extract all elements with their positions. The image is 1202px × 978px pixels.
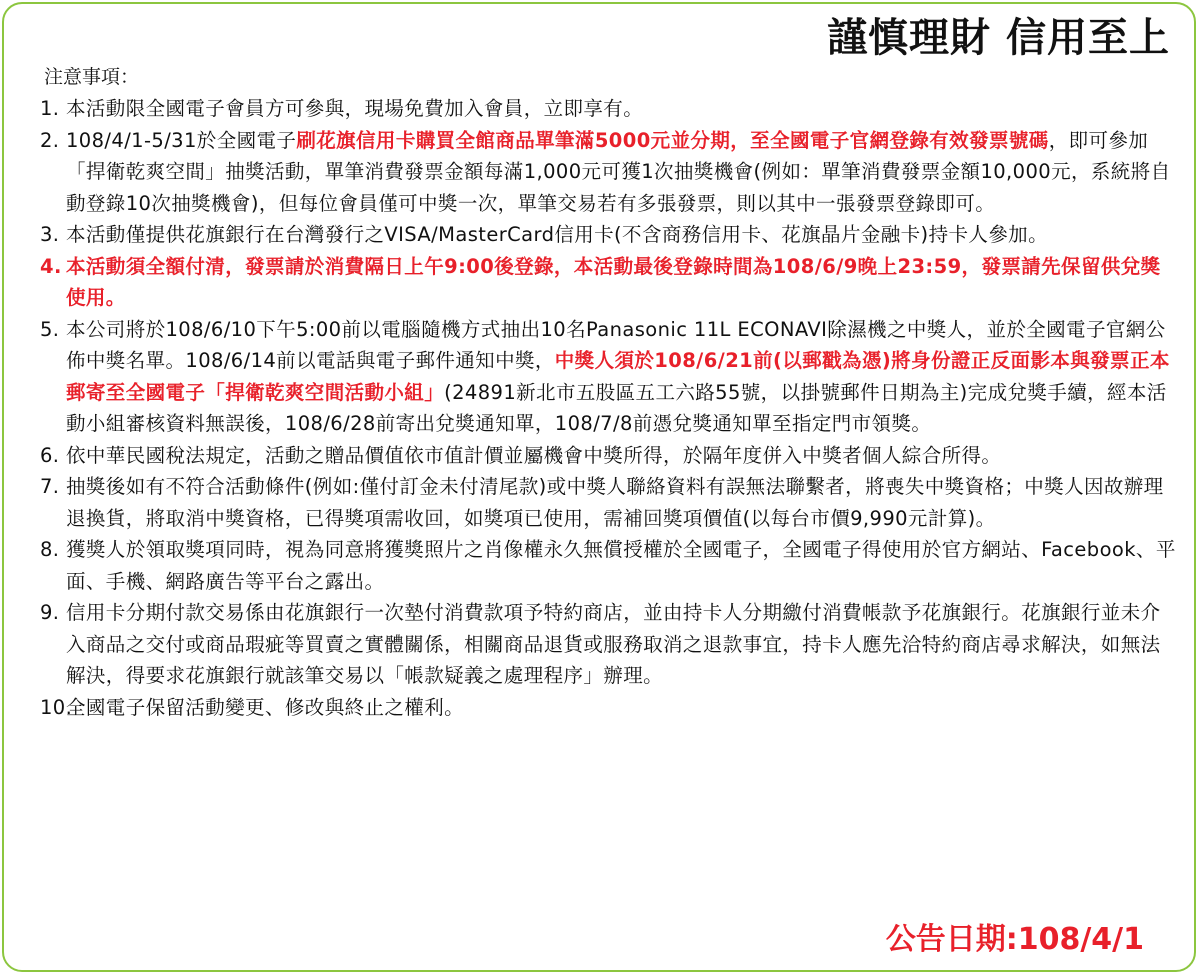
term-number: 6. xyxy=(40,443,60,467)
term-text: 獲獎人於領取獎項同時，視為同意將獲獎照片之肖像權永久無償授權於全國電子，全國電子得使用於官方網站、Facebook、平面、手機、網路廣告等平台之露出。 xyxy=(66,538,1176,593)
term-highlight: 本活動須全額付清，發票請於消費隔日上午9:00後登錄，本活動最後登錄時間為108/6/9晚上23:59，發票請先保留供兌獎使用。 xyxy=(66,254,1161,309)
term-number: 7. xyxy=(40,475,60,498)
term-number: 1. xyxy=(40,97,60,120)
term-text: 本活動僅提供花旗銀行在台灣發行之VISA/MasterCard信用卡(不含商務信用卡、花旗晶片金融卡)持卡人參加。 xyxy=(66,223,1048,246)
term-text: (24891新北市五股區五工六路55號，以掛號郵件日期為主)完成兌獎手續，經本活動小組審核資料無誤後，108/6/28前寄出兌獎通知單，108/7/8前憑兌獎通知單至指定門市領獎。 xyxy=(66,380,1167,435)
term-number: 2. xyxy=(40,128,60,152)
term-item-5 xyxy=(40,314,1180,440)
term-item-6 xyxy=(40,440,1180,472)
term-text: 依中華民國稅法規定，活動之贈品價值依市值計價並屬機會中獎所得，於隔年度併入中獎者個人綜合所得。 xyxy=(66,443,1002,467)
term-text: 108/4/1-5/31於全國電子 xyxy=(66,128,297,152)
term-text: 本活動限全國電子會員方可參與，現場免費加入會員，立即享有。 xyxy=(66,97,644,120)
term-text: 全國電子保留活動變更、修改與終止之權利。 xyxy=(66,695,465,719)
term-item-2 xyxy=(40,125,1180,220)
term-item-3 xyxy=(40,219,1180,251)
term-item-10 xyxy=(40,692,1180,724)
term-text: 信用卡分期付款交易係由花旗銀行一次墊付消費款項予特約商店，並由持卡人分期繳付消費帳款予花旗銀行。花旗銀行並未介入商品之交付或商品瑕疵等買賣之實體關係，相關商品退貨或服務取消之退款事宜，持卡人應先洽特約商店尋求解決，如無法解決，得要求花旗銀行就該筆交易以「帳款疑義之處理程序」辦理。 xyxy=(66,601,1161,687)
term-number: 8. xyxy=(40,538,60,561)
terms-list xyxy=(40,93,1180,723)
announcement-date: 公告日期:108/4/1 xyxy=(885,922,1144,957)
term-item-7 xyxy=(40,471,1180,534)
notice-heading: 注意事項： xyxy=(44,66,140,88)
term-text: ，即可參加「捍衛乾爽空間」抽獎活動，單筆消費發票金額每滿1,000元可獲1次抽獎機會(例如：單筆消費發票金額10,000元，系統將自動登錄10次抽獎機會)，但每位會員僅可中獎一次，單筆交易若有多張發票，則以其中一張發票登錄即可。 xyxy=(66,128,1171,215)
term-number: 3. xyxy=(40,223,60,246)
term-item-4 xyxy=(40,251,1180,314)
slogan-heading: 謹慎理財 信用至上 xyxy=(827,15,1170,61)
term-text: 本公司將於108/6/10下午5:00前以電腦隨機方式抽出10名Panasonic 11L ECONAVI除濕機之中獎人，並於全國電子官網公佈中獎名單。108/6/14前以電話與電子郵件通知中獎， xyxy=(66,317,1166,372)
term-number: 5. xyxy=(40,317,60,341)
term-text: 抽獎後如有不符合活動條件(例如:僅付訂金未付清尾款)或中獎人聯絡資料有誤無法聯繫者，將喪失中獎資格；中獎人因故辦理退換貨，將取消中獎資格，已得獎項需收回，如獎項已使用，需補回獎項價值(以每台市價9,990元計算)。 xyxy=(66,475,1164,530)
term-number: 10. xyxy=(40,695,73,719)
term-highlight: 刷花旗信用卡購買全館商品單筆滿5000元並分期，至全國電子官網登錄有效發票號碼 xyxy=(296,128,1049,152)
term-highlight: 中獎人須於108/6/21前(以郵戳為憑)將身份證正反面影本與發票正本郵寄至全國電子「捍衛乾爽空間活動小組」 xyxy=(66,349,1170,404)
term-item-9 xyxy=(40,597,1180,692)
term-item-8 xyxy=(40,534,1180,597)
term-number: 4. xyxy=(40,254,62,278)
term-item-1 xyxy=(40,93,1180,125)
term-number: 9. xyxy=(40,601,60,624)
